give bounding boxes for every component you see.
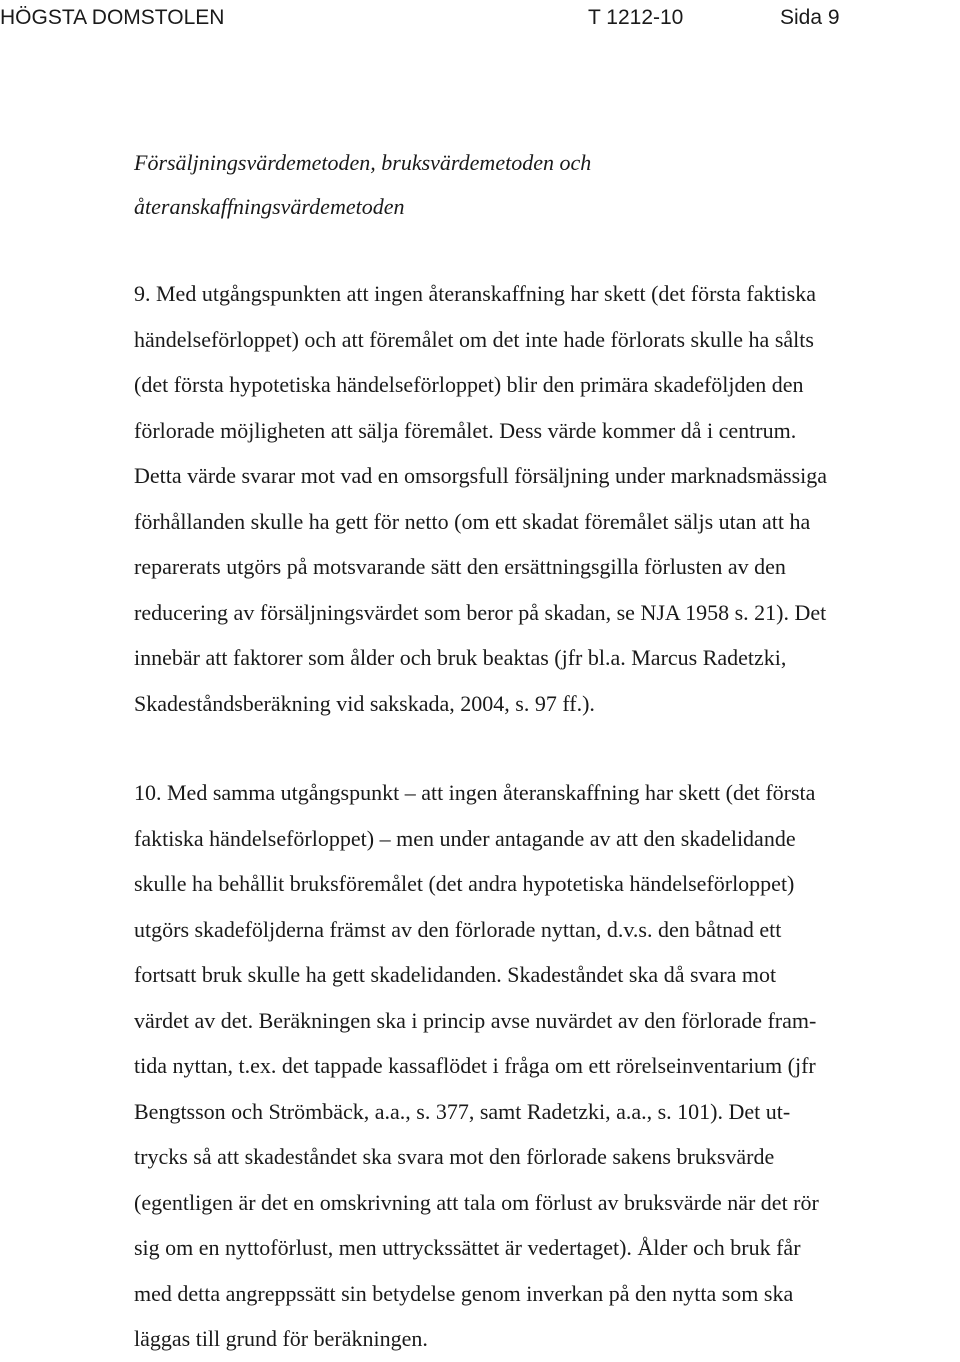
paragraph-line: (egentligen är det en omskrivning att tala om förlust av bruksvärde när det rör (134, 1189, 819, 1215)
court-name: HÖGSTA DOMSTOLEN (0, 6, 225, 29)
paragraph-line: trycks så att skadeståndet ska svara mot den förlorade sakens bruksvärde (134, 1144, 775, 1169)
paragraph-line: med detta angreppssätt sin betydelse genom inverkan på den nytta som ska (134, 1280, 794, 1306)
paragraph-line: tida nyttan, t.ex. det tappade kassaflödet i fråga om ett rörelseinventarium (jfr (134, 1053, 816, 1078)
paragraph-line: Bengtsson och Strömbäck, a.a., s. 377, samt Radetzki, a.a., s. 101). Det ut- (134, 1098, 791, 1124)
case-number: T 1212-10 (588, 6, 684, 29)
paragraph-line: reducering av försäljningsvärdet som beror på skadan, se NJA 1958 s. 21). Det (134, 599, 827, 625)
paragraph-line: innebär att faktorer som ålder och bruk beaktas (jfr bl.a. Marcus Radetzki, (134, 645, 787, 670)
page-header (0, 4, 960, 32)
paragraph-line: Detta värde svarar mot vad en omsorgsfull försäljning under marknadsmässiga (134, 463, 828, 488)
paragraph-line: förlorade möjligheten att sälja föremålet. Dess värde kommer då i centrum. (134, 417, 797, 443)
paragraph-line: faktiska händelseförloppet) – men under antagande av att den skadelidande (134, 825, 796, 851)
paragraph-line: Skadeståndsberäkning vid sakskada, 2004, s. 97 ff.). (134, 690, 595, 716)
paragraph-line: utgörs skadeföljderna främst av den förlorade nyttan, d.v.s. den båtnad ett (134, 916, 782, 942)
paragraph-line: reparerats utgörs på motsvarande sätt den ersättningsgilla förlusten av den (134, 554, 786, 579)
paragraph-line: 9. Med utgångspunkten att ingen återanskaffning har skett (det första faktiska (134, 281, 817, 306)
paragraph-line: förhållanden skulle ha gett för netto (om ett skadat föremålet säljs utan att ha (134, 508, 811, 534)
paragraph-line: sig om en nyttoförlust, men uttryckssättet är vedertaget). Ålder och bruk får (134, 1235, 801, 1260)
paragraph-10 (134, 770, 960, 1362)
paragraph-line: läggas till grund för beräkningen. (134, 1326, 428, 1351)
paragraph-9 (134, 271, 960, 726)
paragraph-line: värdet av det. Beräkningen ska i princip avse nuvärdet av den förlorade fram- (134, 1007, 817, 1033)
page-number: Sida 9 (780, 6, 840, 29)
section-heading (134, 141, 934, 229)
paragraph-line: händelseförloppet) och att föremålet om det inte hade förlorats skulle ha sålts (134, 326, 814, 352)
paragraph-line: fortsatt bruk skulle ha gett skadelidanden. Skadeståndet ska då svara mot (134, 962, 777, 987)
section-heading-line: återanskaffningsvärdemetoden (134, 194, 405, 219)
section-heading-line: Försäljningsvärdemetoden, bruksvärdemetoden och (134, 150, 592, 175)
paragraph-line: (det första hypotetiska händelseförloppet) blir den primära skadeföljden den (134, 372, 804, 397)
paragraph-line: skulle ha behållit bruksföremålet (det andra hypotetiska händelseförloppet) (134, 871, 795, 896)
paragraph-line: 10. Med samma utgångspunkt – att ingen återanskaffning har skett (det första (134, 780, 816, 805)
